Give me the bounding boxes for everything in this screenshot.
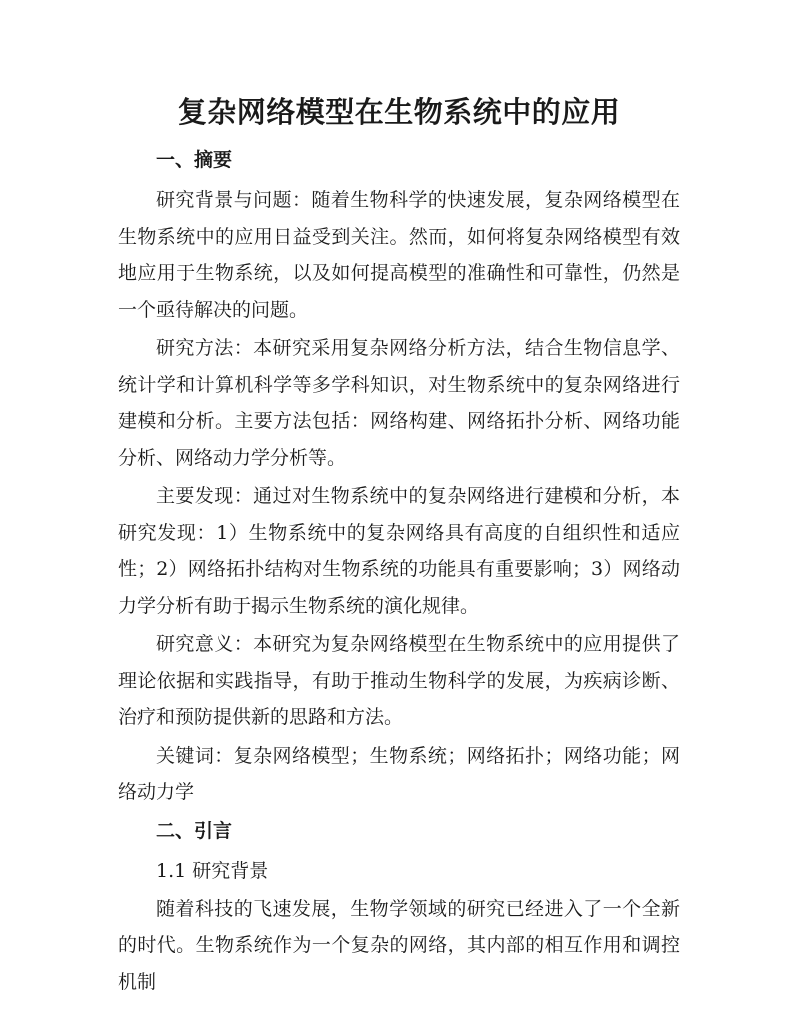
subsection-heading-background: 1.1 研究背景	[156, 859, 269, 882]
document-page	[118, 92, 680, 1002]
abstract-paragraph-methods: 研究方法：本研究采用复杂网络分析方法，结合生物信息学、统计学和计算机科学等多学科知识，对生物系统中的复杂网络进行建模和分析。主要方法包括：网络构建、网络拓扑分析、网络功能分析、网络动力学分析等。	[118, 337, 680, 469]
section-heading-abstract: 一、摘要	[156, 149, 233, 171]
abstract-paragraph-background: 研究背景与问题：随着生物科学的快速发展，复杂网络模型在生物系统中的应用日益受到关注。然而，如何将复杂网络模型有效地应用于生物系统，以及如何提高模型的准确性和可靠性，仍然是一个亟待解决的问题。	[118, 189, 680, 321]
section-heading-introduction: 二、引言	[156, 819, 233, 842]
abstract-paragraph-significance: 研究意义：本研究为复杂网络模型在生物系统中的应用提供了理论依据和实践指导，有助于推动生物科学的发展，为疾病诊断、治疗和预防提供新的思路和方法。	[118, 633, 680, 728]
abstract-paragraph-findings: 主要发现：通过对生物系统中的复杂网络进行建模和分析，本研究发现：1）生物系统中的复杂网络具有高度的自组织性和适应性；2）网络拓扑结构对生物系统的功能具有重要影响；3）网络动力学分析有助于揭示生物系统的演化规律。	[118, 485, 680, 617]
abstract-keywords: 关键词：复杂网络模型；生物系统；网络拓扑；网络功能；网络动力学	[118, 744, 680, 803]
document-title: 复杂网络模型在生物系统中的应用	[177, 95, 621, 129]
introduction-paragraph: 随着科技的飞速发展，生物学领域的研究已经进入了一个全新的时代。生物系统作为一个复杂的网络，其内部的相互作用和调控机制	[118, 897, 680, 993]
